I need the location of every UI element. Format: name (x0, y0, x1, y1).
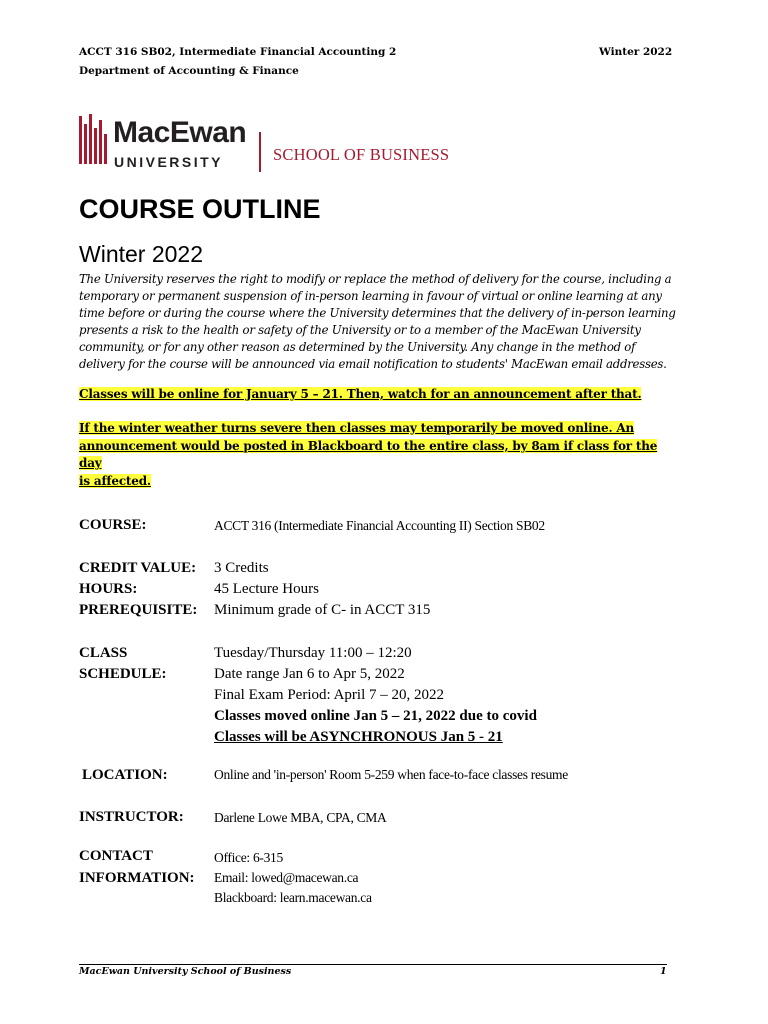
class-label: CLASS (79, 645, 128, 661)
online-notice-text: Classes will be online for January 5 – 21. Then, watch for an announcement after that. (79, 387, 642, 401)
contact-blackboard: Blackboard: learn.macewan.ca (214, 890, 372, 905)
page-title: COURSE OUTLINE (79, 194, 321, 224)
course-value: ACCT 316 (Intermediate Financial Accounting II) Section SB02 (214, 518, 545, 533)
delivery-disclaimer (79, 271, 689, 374)
disclaimer-line: time before or during the course where the University determines that the delivery of in-person learning (79, 306, 676, 321)
disclaimer-line: presents a risk to the health or safety of the University or to a member of the MacEwan University (79, 323, 641, 338)
footer-divider (79, 964, 667, 965)
hours-value: 45 Lecture Hours (214, 581, 319, 597)
weather-notice-line: If the winter weather turns severe then classes may temporarily be moved online. An (79, 421, 635, 435)
weather-notice-line: is affected. (79, 473, 151, 488)
prerequisite-label: PREREQUISITE: (79, 602, 198, 618)
contact-label: CONTACT (79, 848, 153, 864)
location-value: Online and 'in-person' Room 5-259 when face-to-face classes resume (214, 767, 568, 782)
disclaimer-line: delivery for the course will be announced via email notification to students' MacEwan email addresses. (79, 357, 667, 372)
logo-wordmark: MacEwan (113, 116, 247, 149)
schedule-exam-period: Final Exam Period: April 7 – 20, 2022 (214, 687, 444, 703)
macewan-bars-icon (79, 114, 107, 164)
header-department: Department of Accounting & Finance (79, 65, 299, 77)
header-course-line: ACCT 316 SB02, Intermediate Financial Accounting 2 (79, 46, 397, 58)
disclaimer-line: The University reserves the right to modify or replace the method of delivery for the course, including a (79, 272, 672, 286)
footer-page-number: 1 (660, 966, 667, 977)
logo-school-name: SCHOOL OF BUSINESS (273, 145, 450, 164)
logo-university: UNIVERSITY (114, 154, 224, 170)
macewan-logo (79, 114, 459, 174)
prerequisite-value: Minimum grade of C- in ACCT 315 (214, 602, 431, 618)
instructor-value: Darlene Lowe MBA, CPA, CMA (214, 810, 387, 825)
instructor-label: INSTRUCTOR: (79, 809, 184, 825)
schedule-label: SCHEDULE: (79, 666, 167, 682)
schedule-date-range: Date range Jan 6 to Apr 5, 2022 (214, 666, 405, 682)
weather-notice-line: announcement would be posted in Blackboard to the entire class, by 8am if class for the day (79, 438, 658, 470)
contact-office: Office: 6-315 (214, 850, 283, 865)
information-label: INFORMATION: (79, 870, 195, 886)
hours-label: HOURS: (79, 581, 138, 597)
course-label: COURSE: (79, 517, 147, 533)
location-label: LOCATION: (82, 767, 168, 783)
online-notice (79, 386, 679, 404)
weather-notice (79, 420, 679, 490)
schedule-async-note: Classes will be ASYNCHRONOUS Jan 5 - 21 (214, 729, 503, 745)
header-term: Winter 2022 (599, 46, 673, 58)
credit-value: 3 Credits (214, 560, 269, 576)
page-subtitle: Winter 2022 (79, 241, 204, 267)
disclaimer-line: temporary or permanent suspension of in-person learning in favour of virtual or online learning at any (79, 289, 662, 304)
contact-email: Email: lowed@macewan.ca (214, 870, 359, 885)
schedule-days: Tuesday/Thursday 11:00 – 12:20 (214, 645, 412, 661)
disclaimer-line: community, or for any other reason as determined by the University. Any change in the method of (79, 340, 636, 355)
credit-label: CREDIT VALUE: (79, 560, 197, 576)
footer-school: MacEwan University School of Business (79, 966, 292, 977)
schedule-online-note: Classes moved online Jan 5 – 21, 2022 due to covid (214, 708, 537, 724)
logo-divider (259, 132, 261, 172)
